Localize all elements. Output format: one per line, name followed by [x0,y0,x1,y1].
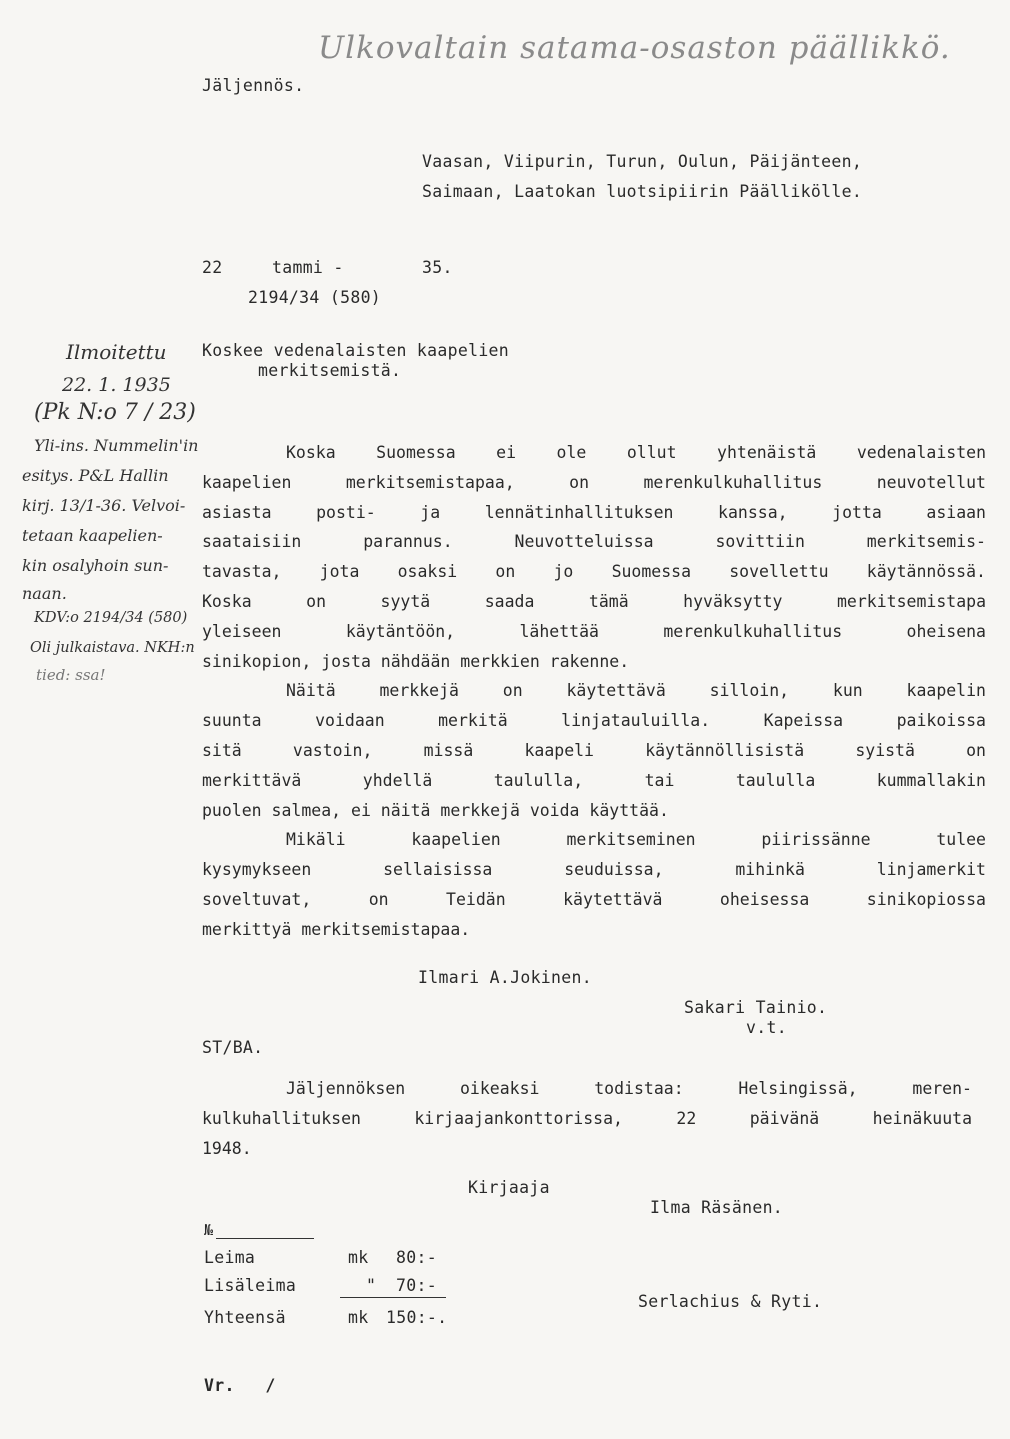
clerk-name: Ilma Räsänen. [650,1198,784,1217]
margin-note-2: 22. 1. 1935 [62,374,171,396]
margin-note-11: Oli julkaistava. NKH:n [30,640,195,656]
margin-note-5: esitys. P&L Hallin [22,466,169,485]
body-line: kaapelien merkitsemistapaa, on merenkulkuhallitus neuvotellut [202,472,986,492]
body-line: suunta voidaan merkitä linjatauluilla. Kapeissa paikoissa [202,711,986,731]
body-paragraph-1 [202,438,986,945]
fee-amount-leima: 80:- [396,1248,437,1267]
certification-line: 1948. [202,1138,252,1158]
fee-amount-total: 150:-. [386,1308,448,1327]
margin-note-3: (Pk N:o 7 / 23) [34,400,196,425]
body-line: sitä vastoin, missä kaapeli käytännöllisistä syistä on [202,740,986,760]
certification-line: kulkuhallituksen kirjaajankonttorissa, 22 päivänä heinäkuuta [202,1108,972,1128]
body-line: Mikäli kaapelien merkitseminen piirissänne tulee [286,830,986,850]
fee-label-lisaleima: Lisäleima [204,1276,297,1295]
addressee-line-2: Saimaan, Laatokan luotsipiirin Päällikölle. [422,182,863,201]
body-line: sinikopion, josta nähdään merkkien rakenne. [202,651,630,671]
date-month: tammi - [272,258,344,277]
body-line: merkittyä merkitsemistapaa. [202,919,471,939]
margin-note-12: tied: ssa! [36,666,106,684]
fee-unit-total: mk [348,1308,369,1327]
subject-line-1: Koskee vedenalaisten kaapelien [202,341,510,360]
margin-note-8: kin osalyhoin sun- [22,556,169,575]
subject-line-2: merkitsemistä. [258,361,402,380]
date-year: 35. [422,258,453,277]
copy-label: Jäljennös. [202,76,305,95]
body-line: soveltuvat, on Teidän käytettävä oheisessa sinikopiossa [202,889,986,909]
body-line: Koska Suomessa ei ole ollut yhtenäistä vedenalaisten [286,443,986,462]
number-rule [216,1238,314,1239]
fee-unit-leima: mk [348,1248,369,1267]
number-sign: № [204,1221,214,1239]
initials: ST/BA. [202,1038,264,1057]
fee-label-leima: Leima [204,1248,256,1267]
certification-line: Jäljennöksen oikeaksi todistaa: Helsingissä, meren- [286,1079,972,1098]
body-line: puolen salmea, ei näitä merkkejä voida käyttää. [202,800,669,820]
fee-label-total: Yhteensä [204,1308,286,1327]
footer-mark: Vr. / [204,1376,276,1395]
signature-tainio: Sakari Tainio. [684,998,828,1017]
fee-sum-rule [340,1297,446,1298]
certification [202,1074,972,1163]
fee-unit-lisaleima: " [366,1276,377,1295]
margin-note-6: kirj. 13/1-36. Velvoi- [22,496,186,515]
body-line: Näitä merkkejä on käytettävä silloin, kun kaapelin [286,681,986,701]
body-line: tavasta, jota osaksi on jo Suomessa sovellettu käytännössä. [202,562,986,582]
body-line: Koska on syytä saada tämä hyväksytty merkitsemistapa [202,591,986,611]
margin-note-4: Yli-ins. Nummelin'in [34,436,199,455]
clerk-title: Kirjaaja [468,1178,550,1197]
signature-jokinen: Ilmari A.Jokinen. [418,968,592,987]
margin-note-7: tetaan kaapelien- [22,526,163,545]
margin-note-10: KDV:o 2194/34 (580) [34,610,188,626]
margin-note-1: Ilmoitettu [66,340,167,364]
body-line: asiasta posti- ja lennätinhallituksen kanssa, jotta asiaan [202,502,986,522]
margin-note-9: naan. [22,584,67,603]
body-line: merkittävä yhdellä taululla, tai taululla kummallakin [202,770,986,790]
firm-name: Serlachius & Ryti. [638,1292,823,1311]
handwritten-header: Ulkovaltain satama-osaston päällikkö. [318,30,951,66]
fee-amount-lisaleima: 70:- [396,1276,437,1295]
date-day: 22 [202,258,223,277]
addressee-line-1: Vaasan, Viipurin, Turun, Oulun, Päijänteen, [422,152,863,171]
reference-number: 2194/34 (580) [248,288,382,307]
body-line: yleiseen käytäntöön, lähettää merenkulkuhallitus oheisena [202,621,986,641]
body-line: kysymykseen sellaisissa seuduissa, mihinkä linjamerkit [202,860,986,880]
body-line: saataisiin parannus. Neuvotteluissa sovittiin merkitsemis- [202,532,986,552]
signature-tainio-title: v.t. [746,1018,787,1037]
